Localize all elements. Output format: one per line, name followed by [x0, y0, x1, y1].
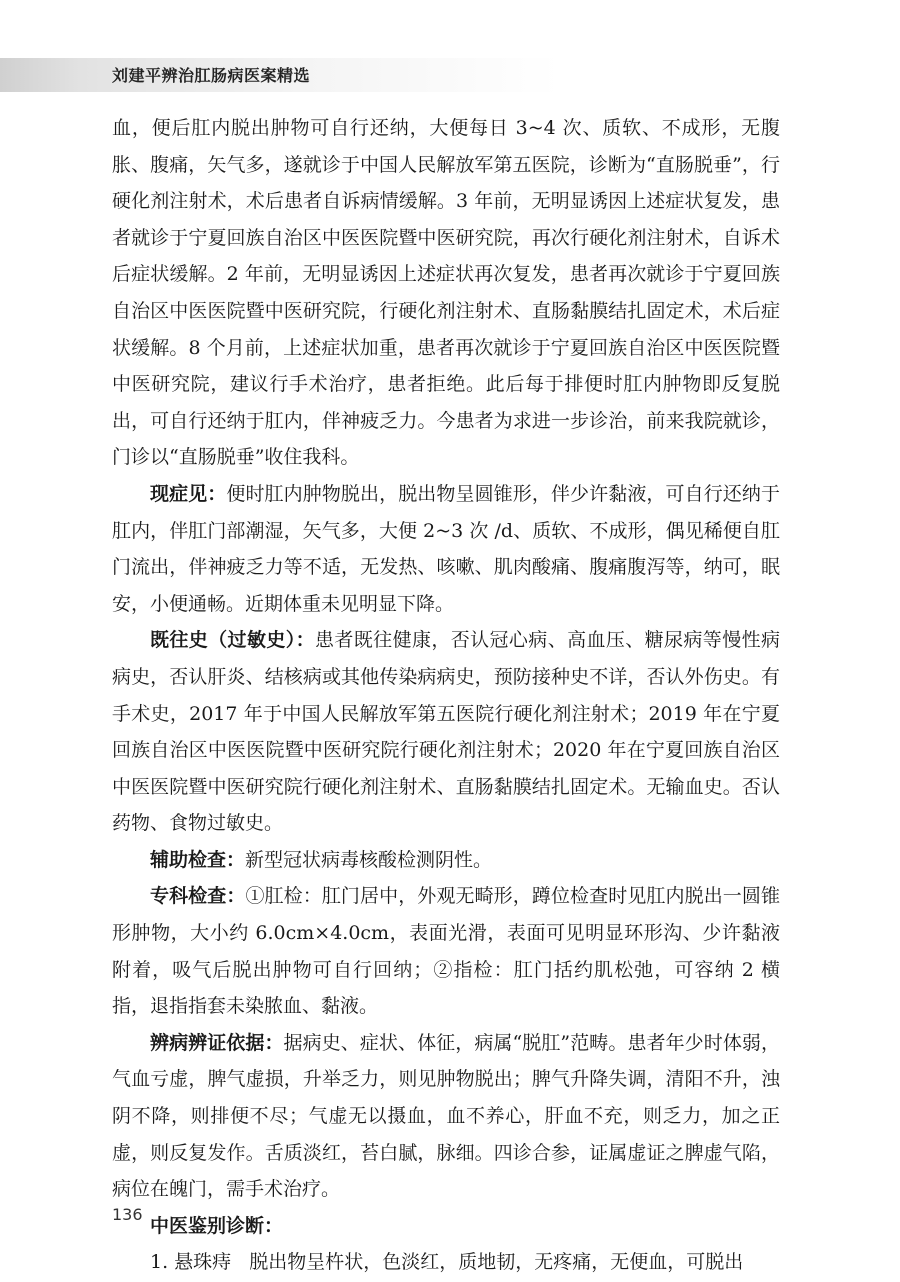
section-lead-specialist-exam: 专科检查： [150, 885, 246, 908]
section-lead-diagnosis-basis: 辨病辨证依据： [150, 1031, 284, 1054]
page-body [112, 110, 780, 1281]
section-body-past-history: 患者既往健康，否认冠心病、高血压、糖尿病等慢性病病史，否认肝炎、结核病或其他传染病病史，预防接种史不详，否认外伤史。有手术史，2017 年于中国人民解放军第五医院行硬化剂注射术；2019 年在宁夏回族自治区中医医院暨中医研究院行硬化剂注射术；2020 年在宁夏回族自治区中医医院暨中医研究院行硬化剂注射术、直肠黏膜结扎固定术。无输血史。否认药物、食物过敏史。 [112, 629, 780, 835]
section-lead-differential: 中医鉴别诊断： [150, 1214, 284, 1237]
list-item-term: 悬珠痔 [174, 1251, 232, 1274]
paragraph-auxiliary-exam [112, 842, 780, 879]
list-item-body: 脱出物呈杵状，色淡红，质地韧，无疼痛，无便血，可脱出 [249, 1251, 744, 1274]
paragraph-past-history [112, 622, 780, 842]
paragraph-diagnosis-basis [112, 1025, 780, 1208]
paragraph-present-symptoms [112, 476, 780, 622]
section-body-specialist-exam: ①肛检：肛门居中，外观无畸形，蹲位检查时见肛内脱出一圆锥形肿物，大小约 6.0cm×4.0cm，表面光滑，表面可见明显环形沟、少许黏液附着，吸气后脱出肿物可自行回纳；②指检：肛门括约肌松弛，可容纳 2 横指，退指指套未染脓血、黏液。 [112, 885, 780, 1018]
section-lead-past-history: 既往史（过敏史）： [150, 629, 316, 652]
running-header-title: 刘建平辨治肛肠病医案精选 [112, 66, 311, 85]
paragraph-specialist-exam [112, 878, 780, 1024]
section-lead-present-symptoms: 现症见： [150, 482, 227, 505]
section-lead-auxiliary-exam: 辅助检查： [150, 848, 246, 871]
section-body-auxiliary-exam: 新型冠状病毒核酸检测阴性。 [245, 848, 493, 871]
paragraph-differential-heading [112, 1208, 780, 1245]
section-body-diagnosis-basis: 据病史、症状、体征，病属“脱肛”范畴。患者年少时体弱，气血亏虚，脾气虚损，升举乏力，则见肿物脱出；脾气升降失调，清阳不升，浊阴不降，则排便不尽；气虚无以摄血，血不养心，肝血不充，则乏力，加之正虚，则反复发作。舌质淡红，苔白腻，脉细。四诊合参，证属虚证之脾虚气陷，病位在魄门，需手术治疗。 [112, 1031, 780, 1201]
page-number: 136 [112, 1205, 143, 1224]
section-body-present-symptoms: 便时肛内肿物脱出，脱出物呈圆锥形，伴少许黏液，可自行还纳于肛内，伴肛门部潮湿，矢气多，大便 2~3 次 /d、质软、不成形，偶见稀便自肛门流出，伴神疲乏力等不适，无发热、咳嗽、肌肉酸痛、腹痛腹泻等，纳可，眠安，小便通畅。近期体重未见明显下降。 [112, 482, 780, 615]
paragraph-history-continued: 血，便后肛内脱出肿物可自行还纳，大便每日 3~4 次、质软、不成形，无腹胀、腹痛，矢气多，遂就诊于中国人民解放军第五医院，诊断为“直肠脱垂”，行硬化剂注射术，术后患者自诉病情缓解。3 年前，无明显诱因上述症状复发，患者就诊于宁夏回族自治区中医医院暨中医研究院，再次行硬化剂注射术，自诉术后症状缓解。2 年前，无明显诱因上述症状再次复发，患者再次就诊于宁夏回族自治区中医医院暨中医研究院，行硬化剂注射术、直肠黏膜结扎固定术，术后症状缓解。8 个月前，上述症状加重，患者再次就诊于宁夏回族自治区中医医院暨中医研究院，建议行手术治疗，患者拒绝。此后每于排便时肛内肿物即反复脱出，可自行还纳于肛内，伴神疲乏力。今患者为求进一步诊治，前来我院就诊，门诊以“直肠脱垂”收住我科。 [112, 117, 780, 469]
list-item-number: 1. [150, 1251, 175, 1274]
paragraph-differential-item-1 [112, 1244, 780, 1281]
